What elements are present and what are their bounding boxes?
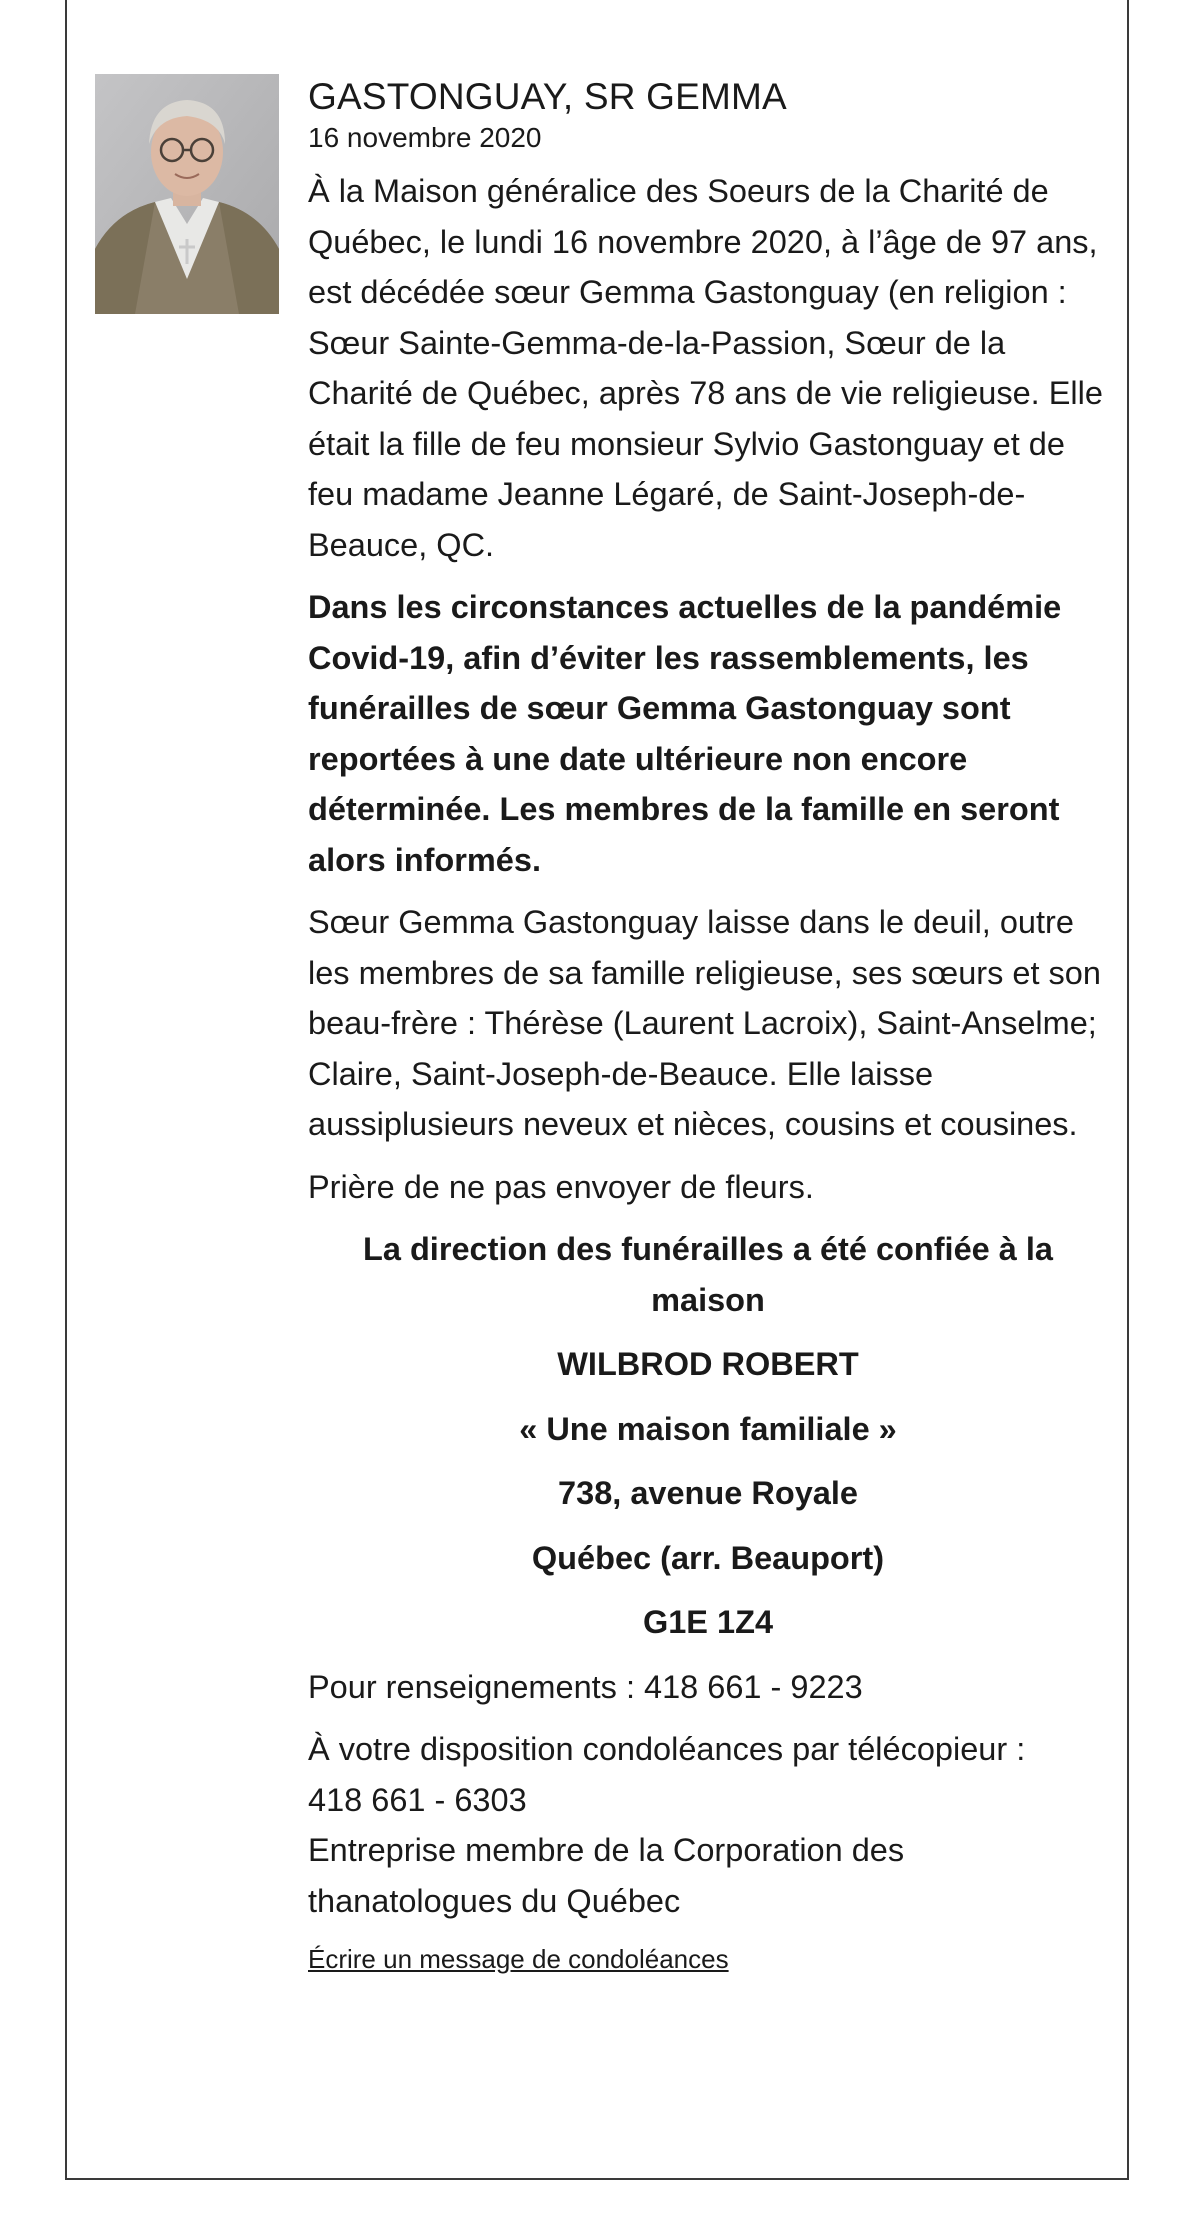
flowers-notice: Prière de ne pas envoyer de fleurs. [308,1168,814,1205]
funeral-direction: La direction des funérailles a été confiée à la maison [363,1231,1053,1318]
funeral-home-slogan: « Une maison familiale » [519,1410,897,1447]
funeral-home-street: 738, avenue Royale [558,1475,858,1511]
deceased-name: GASTONGUAY, SR GEMMA [308,76,787,117]
obituary-date: 16 novembre 2020 [308,122,542,153]
covid-notice-paragraph: Dans les circonstances actuelles de la pandémie Covid-19, afin d’éviter les rassemblements, les funérailles de sœur Gemma Gastonguay sont reportées à une date ultérieure non encore déterminée. Les membres de la famille en seront alors informés. [308,589,1062,878]
write-condolence-link[interactable]: Écrire un message de condoléances [308,1944,729,1974]
info-phone: Pour renseignements : 418 661 - 9223 [308,1668,863,1705]
membership-note: Entreprise membre de la Corporation des thanatologues du Québec [308,1832,905,1919]
fax-number: 418 661 - 6303 [308,1781,527,1818]
fax-label: À votre disposition condoléances par télécopieur : [308,1731,1026,1767]
funeral-home-name: WILBROD ROBERT [557,1346,859,1382]
condolence-link-line [308,1942,1108,1976]
funeral-home-postal-code: G1E 1Z4 [642,1604,774,1640]
survivors-paragraph: Sœur Gemma Gastonguay laisse dans le deuil, outre les membres de sa famille religieuse, ses sœurs et son beau-frère : Thérèse (Laurent Lacroix), Saint-Anselme; Claire, Saint-Joseph-de-Beauce. Elle laisse aussiplusieurs neveux et nièces, cousins et cousines. [308,904,1101,1142]
portrait-photo [95,74,279,314]
funeral-home-city: Québec (arr. Beauport) [531,1539,885,1576]
intro-paragraph: À la Maison généralice des Soeurs de la Charité de Québec, le lundi 16 novembre 2020, à l’âge de 97 ans, est décédée sœur Gemma Gastonguay (en religion : Sœur Sainte-Gemma-de-la-Passion, Sœur de la Charité de Québec, après 78 ans de vie religieuse. Elle était la fille de feu monsieur Sylvio Gastonguay et de feu madame Jeanne Légaré, de Saint-Joseph-de-Beauce, QC. [308,173,1103,563]
obituary-content [308,74,1108,1976]
